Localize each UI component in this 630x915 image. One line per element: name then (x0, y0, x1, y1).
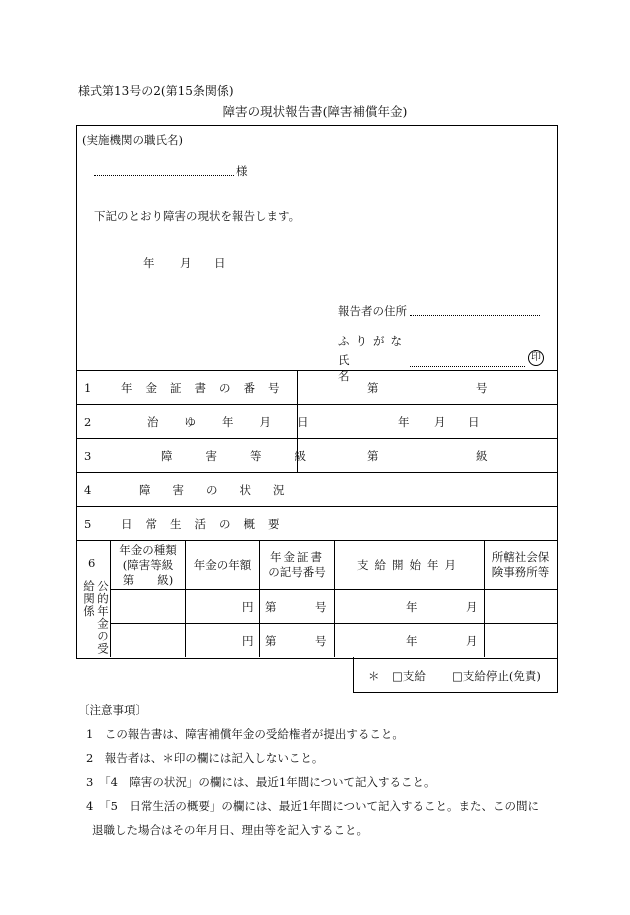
office-use-mark: ＊ (368, 669, 380, 683)
row-label-text: 2 治ゆ年月日 (84, 415, 335, 429)
certificate-suffix[interactable]: 号 (476, 381, 488, 395)
pension-side-label: 公的年金の受給関係 (82, 580, 110, 655)
row-divider (110, 623, 557, 624)
row-label-certificate-number (84, 380, 293, 396)
grade-prefix[interactable]: 第 (367, 449, 379, 463)
note-item: 4 「5 日常生活の概要」の欄には、最近1年間について記入すること。また、この間に (86, 799, 539, 813)
entry2-no-suffix[interactable]: 号 (315, 634, 327, 648)
furigana-label (338, 333, 408, 349)
header-start-date-text: 支給開始年月 (357, 557, 462, 572)
header-cert-line2: の記号番号 (268, 565, 326, 579)
row-label-text: 4 障害の状況 (84, 483, 307, 497)
statement-text: 下記のとおり障害の現状を報告します。 (94, 209, 301, 223)
row-label-disability-grade (84, 448, 339, 464)
row-divider (77, 472, 557, 473)
report-date-year[interactable]: 年 (143, 256, 155, 270)
entry1-no-suffix[interactable]: 号 (315, 600, 327, 614)
note-item-continued: 退職した場合はその年月日、理由等を記入すること。 (92, 823, 368, 837)
entry2-year[interactable]: 年 (406, 634, 418, 648)
reporter-name-line[interactable] (410, 366, 525, 367)
header-pension-type (111, 541, 185, 589)
report-date-month[interactable]: 月 (180, 256, 192, 270)
page-title: 障害の現状報告書(障害補償年金) (222, 104, 408, 119)
notes-heading: 〔注意事項〕 (78, 703, 147, 717)
addressee-suffix: 様 (236, 164, 248, 178)
row-label-disability-status (84, 482, 307, 498)
report-date-day[interactable]: 日 (214, 256, 226, 270)
entry1-year[interactable]: 年 (406, 600, 418, 614)
row-label-daily-life (84, 516, 293, 532)
header-cert-line1: 年金証書 (270, 550, 324, 564)
entry2-no-prefix[interactable]: 第 (265, 634, 277, 648)
name-label-text: 氏名 (338, 353, 400, 383)
header-certificate-number (260, 541, 334, 589)
header-office-line1: 所轄社会保 (491, 550, 550, 564)
entry2-yen[interactable]: 円 (242, 634, 254, 648)
header-annual-amount: 年金の年額 (193, 557, 252, 572)
addressee-label: (実施機関の職氏名) (82, 133, 183, 147)
row-divider (110, 589, 557, 590)
row-divider (77, 370, 557, 371)
furigana-text: ふりがな (338, 334, 408, 348)
row-label-text: 1 年金証書の番号 (84, 381, 293, 395)
row-divider (77, 438, 557, 439)
note-item: 2 報告者は、＊印の欄には記入しないこと。 (86, 751, 324, 765)
form-number: 様式第13号の2(第15条関係) (78, 84, 234, 98)
header-office-line2: 険事務所等 (491, 565, 550, 579)
healing-month[interactable]: 月 (434, 415, 446, 429)
note-item: 1 この報告書は、障害補償年金の受給権者が提出すること。 (86, 727, 404, 741)
seal-icon: 印 (528, 350, 544, 366)
header-start-date (335, 541, 484, 589)
header-pension-type-line3: 第 級) (122, 572, 174, 587)
entry1-month[interactable]: 月 (466, 600, 478, 614)
certificate-prefix[interactable]: 第 (367, 381, 379, 395)
header-office (485, 541, 556, 589)
option-suspension-checkbox[interactable]: □支給停止(免責) (452, 669, 541, 683)
grade-suffix[interactable]: 級 (476, 449, 488, 463)
row-label-text: 5 日常生活の概要 (84, 517, 293, 531)
row-divider (77, 506, 557, 507)
row-label-healing-date (84, 414, 335, 430)
healing-year[interactable]: 年 (398, 415, 410, 429)
option-payment-checkbox[interactable]: □支給 (392, 669, 426, 683)
note-item: 3 「4 障害の状況」の欄には、最近1年間について記入すること。 (86, 775, 436, 789)
section-6-number: 6 (88, 556, 96, 570)
row-divider (77, 404, 557, 405)
entry1-no-prefix[interactable]: 第 (265, 600, 277, 614)
header-pension-type-line2: (障害等級 (122, 557, 174, 572)
header-pension-type-line1: 年金の種類 (119, 542, 177, 557)
addressee-line[interactable] (94, 175, 234, 176)
healing-day[interactable]: 日 (468, 415, 480, 429)
entry2-month[interactable]: 月 (466, 634, 478, 648)
entry1-yen[interactable]: 円 (242, 600, 254, 614)
reporter-address-label: 報告者の住所 (338, 304, 407, 318)
reporter-address-line[interactable] (410, 315, 540, 316)
row-label-text: 3 障害等級 (84, 449, 339, 463)
